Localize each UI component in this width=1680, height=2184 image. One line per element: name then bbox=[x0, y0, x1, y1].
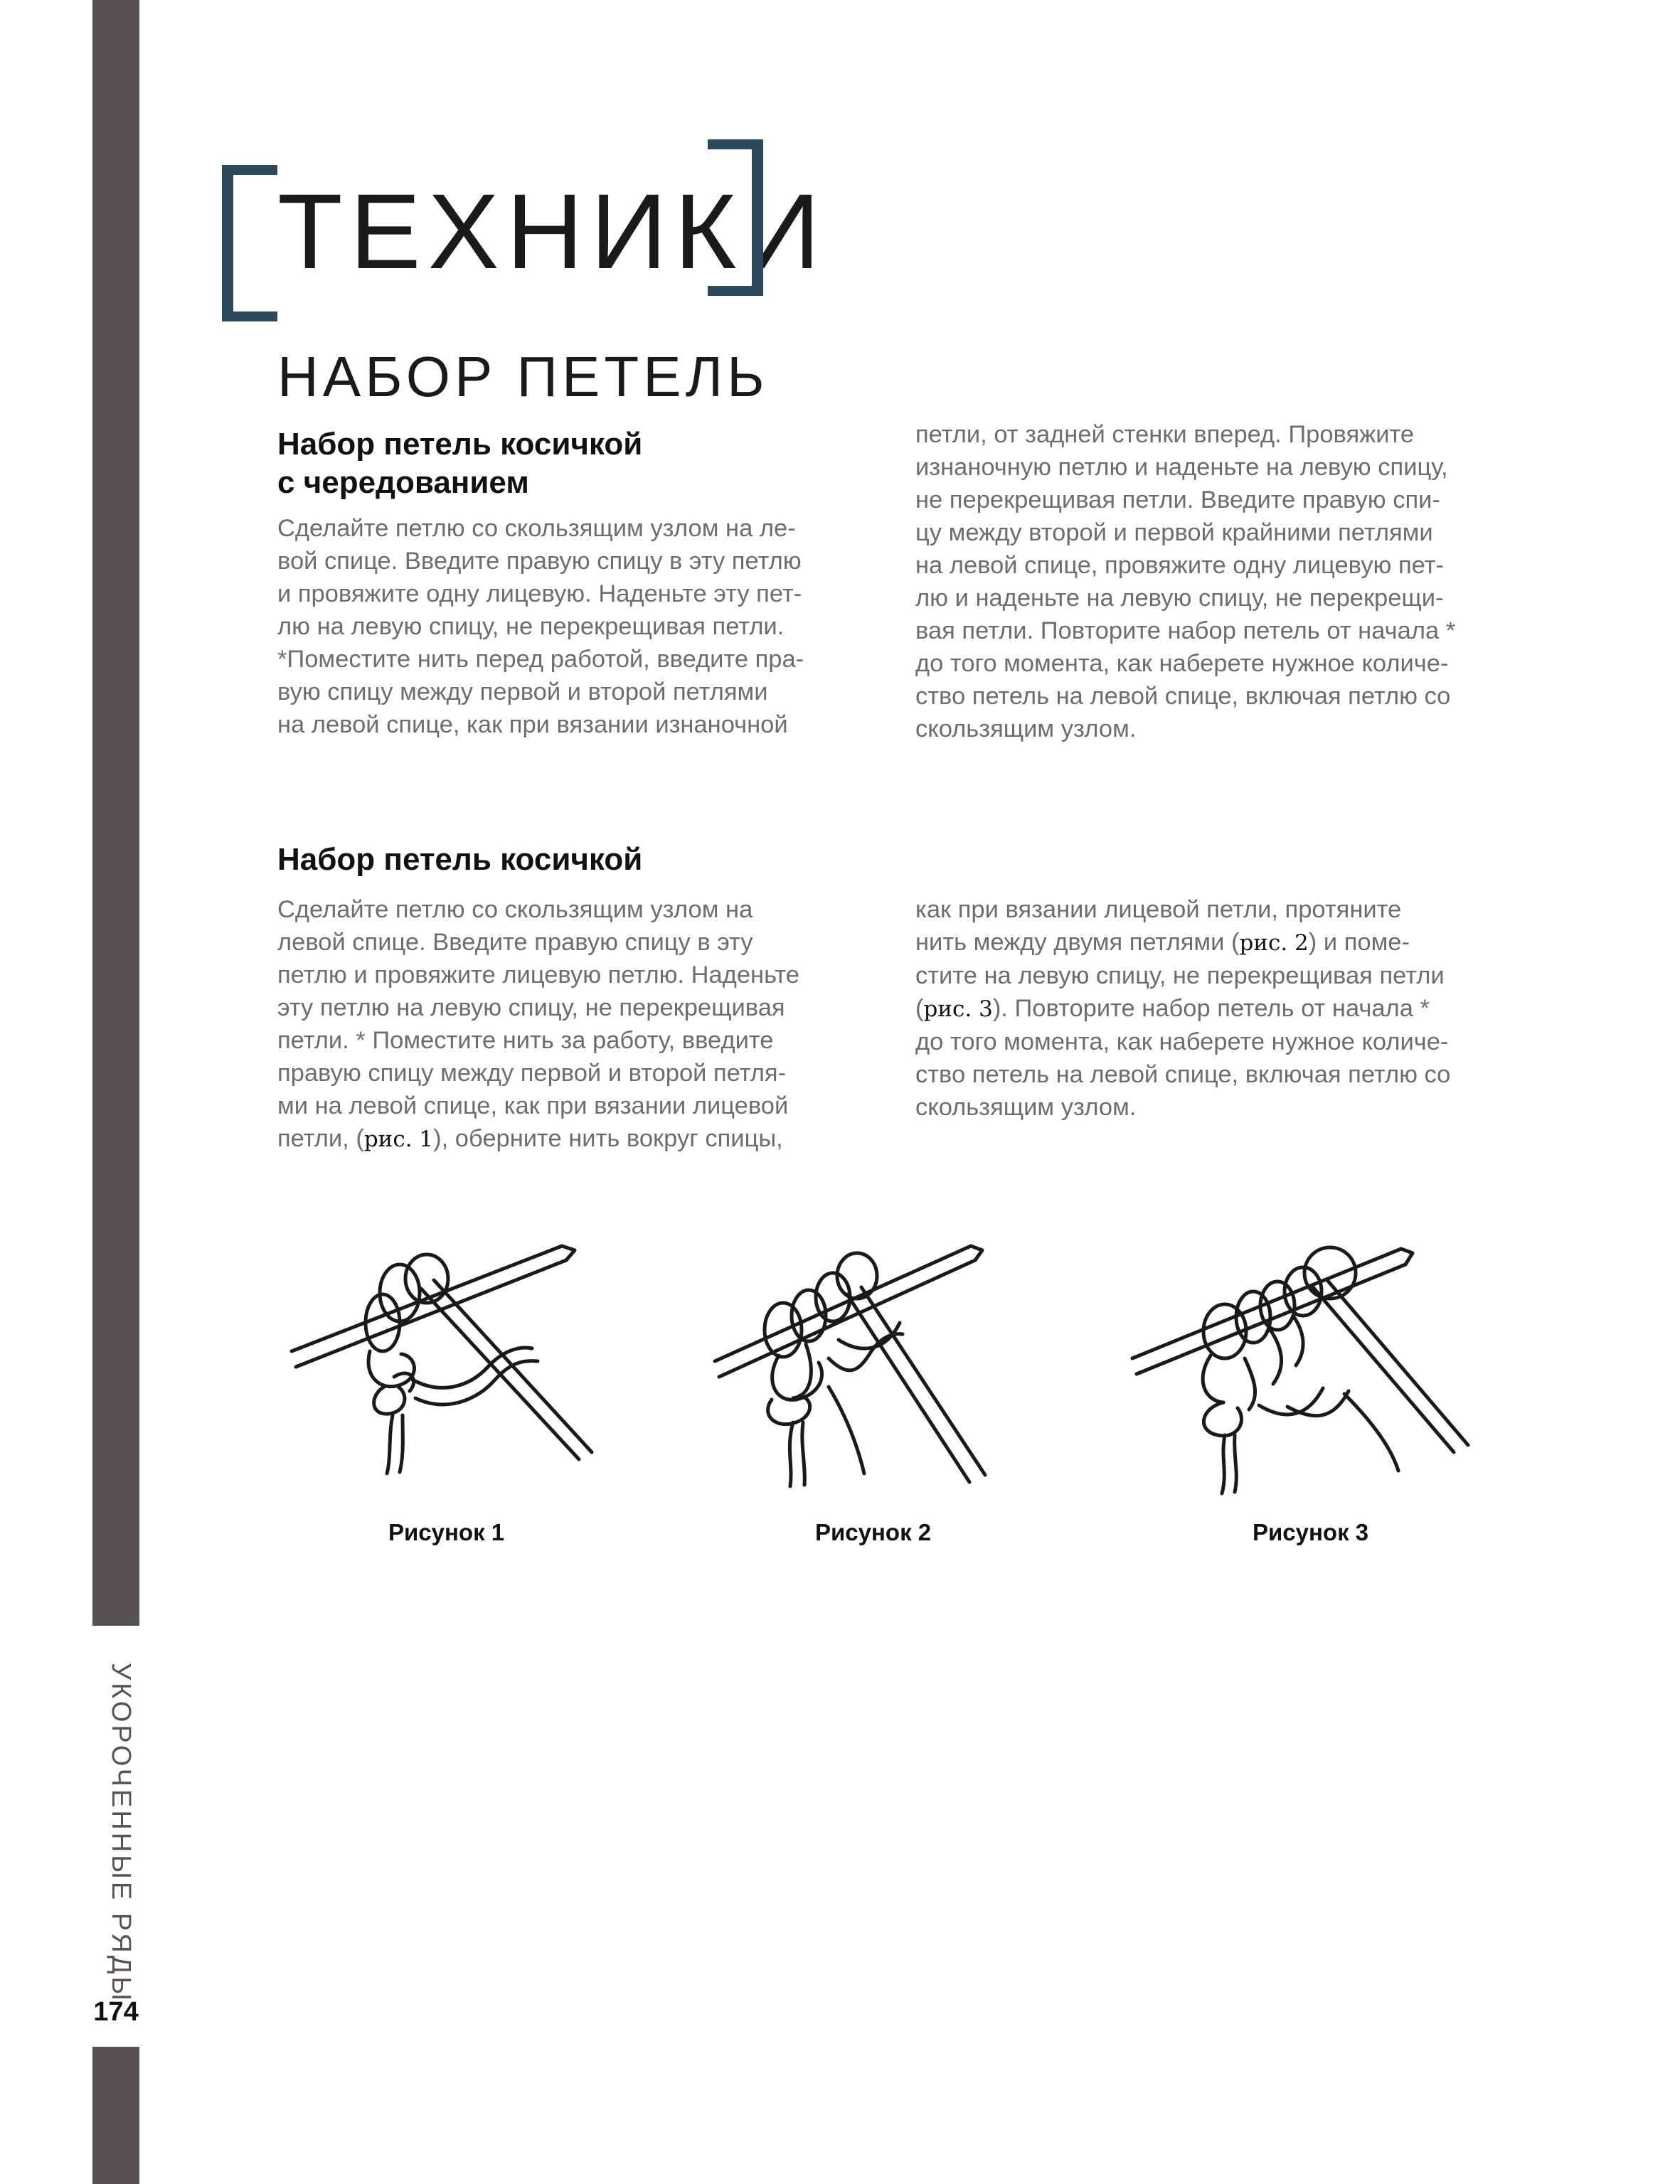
text-line: левой спице. Введите правую спицу в эту bbox=[277, 929, 753, 956]
figure-3-caption: Рисунок 3 bbox=[1253, 1519, 1369, 1545]
text-line bbox=[277, 1122, 799, 1156]
text-fragment: ), оберните нить вокруг спицы, bbox=[433, 1125, 783, 1152]
text-line: на левой спице, провяжите одну лицевую пет- bbox=[915, 552, 1444, 579]
right-bracket-icon bbox=[701, 139, 765, 296]
text-line: изнаночную петлю и наденьте на левую спицу, bbox=[915, 454, 1448, 481]
left-bracket-icon bbox=[220, 165, 285, 321]
text-line: *Поместите нить перед работой, введите пра- bbox=[277, 646, 804, 673]
figure-reference: рис. 3 bbox=[923, 996, 993, 1022]
text-fragment: нить между двумя петлями ( bbox=[915, 929, 1240, 956]
block1-right-column bbox=[915, 418, 1455, 745]
text-fragment: ). Повторите набор петель от начала * bbox=[992, 995, 1430, 1022]
sidebar-bar-bottom bbox=[92, 2047, 139, 2184]
text-line: петли. * Поместите нить за работу, введите bbox=[277, 1027, 774, 1054]
text-fragment: петли, ( bbox=[277, 1125, 364, 1152]
text-fragment: ( bbox=[915, 995, 924, 1022]
text-line: скользящим узлом. bbox=[915, 715, 1137, 742]
text-line: ми на левой спице, как при вязании лицевой bbox=[277, 1092, 789, 1119]
figure-2-knitting-needles-illustration bbox=[686, 1209, 1113, 1508]
block2-left-column bbox=[277, 893, 799, 1156]
text-line: Сделайте петлю со скользящим узлом на bbox=[277, 896, 753, 923]
text-line: до того момента, как наберете нужное количе- bbox=[915, 1028, 1449, 1055]
running-head: УКОРОЧЕННЫЕ РЯДЫ bbox=[106, 1663, 136, 2004]
text-line: петлю и провяжите лицевую петлю. Наденьте bbox=[277, 962, 799, 989]
text-line bbox=[915, 926, 1450, 959]
text-line: Сделайте петлю со скользящим узлом на ле- bbox=[277, 515, 796, 542]
section-title: НАБОР ПЕТЕЛЬ bbox=[277, 345, 769, 408]
text-line: эту петлю на левую спицу, не перекрещивая bbox=[277, 994, 785, 1021]
sidebar-bar-top bbox=[92, 0, 139, 1626]
text-line: вой спице. Введите правую спицу в эту петлю bbox=[277, 548, 802, 575]
block1-heading-line-2: с чередованием bbox=[277, 465, 529, 500]
text-line: не перекрещивая петли. Введите правую спи- bbox=[915, 486, 1440, 513]
text-line: как при вязании лицевой петли, протяните bbox=[915, 896, 1402, 923]
text-line: цу между второй и первой крайними петлями bbox=[915, 519, 1433, 546]
figure-reference: рис. 1 bbox=[363, 1126, 434, 1152]
figure-2-caption: Рисунок 2 bbox=[815, 1519, 932, 1545]
text-line: ство петель на левой спице, включая петлю со bbox=[915, 683, 1451, 710]
text-line: скользящим узлом. bbox=[915, 1094, 1137, 1121]
text-line: до того момента, как наберете нужное количе- bbox=[915, 650, 1449, 677]
text-line: правую спицу между первой и второй петля- bbox=[277, 1060, 787, 1087]
block1-heading-line-1: Набор петель косичкой bbox=[277, 427, 643, 462]
text-line: петли, от задней стенки вперед. Провяжите bbox=[915, 421, 1415, 448]
page-number: 174 bbox=[93, 1997, 139, 2027]
text-line: лю и наденьте на левую спицу, не перекрещи- bbox=[915, 585, 1444, 612]
block1-heading bbox=[277, 425, 642, 502]
block1-left-column bbox=[277, 512, 804, 741]
figure-3-knitting-needles-illustration bbox=[1117, 1209, 1543, 1508]
text-line: и провяжите одну лицевую. Наденьте эту пет- bbox=[277, 580, 802, 607]
figure-1-knitting-needles-illustration bbox=[263, 1209, 690, 1508]
text-fragment: ) и поме- bbox=[1308, 929, 1410, 956]
figure-reference: рис. 2 bbox=[1239, 930, 1309, 956]
text-line: стите на левую спицу, не перекрещивая петли bbox=[915, 962, 1445, 989]
text-line: вая петли. Повторите набор петель от начала * bbox=[915, 617, 1456, 644]
text-line: ство петель на левой спице, включая петлю со bbox=[915, 1061, 1451, 1088]
text-line bbox=[915, 992, 1450, 1026]
text-line: на левой спице, как при вязании изнаночной bbox=[277, 711, 788, 738]
block2-heading: Набор петель косичкой bbox=[277, 842, 643, 877]
text-line: лю на левую спицу, не перекрещивая петли. bbox=[277, 613, 785, 640]
text-line: вую спицу между первой и второй петлями bbox=[277, 678, 768, 705]
block2-right-column bbox=[915, 893, 1450, 1124]
chapter-title: ТЕХНИКИ bbox=[277, 171, 828, 291]
figure-1-caption: Рисунок 1 bbox=[388, 1519, 505, 1545]
